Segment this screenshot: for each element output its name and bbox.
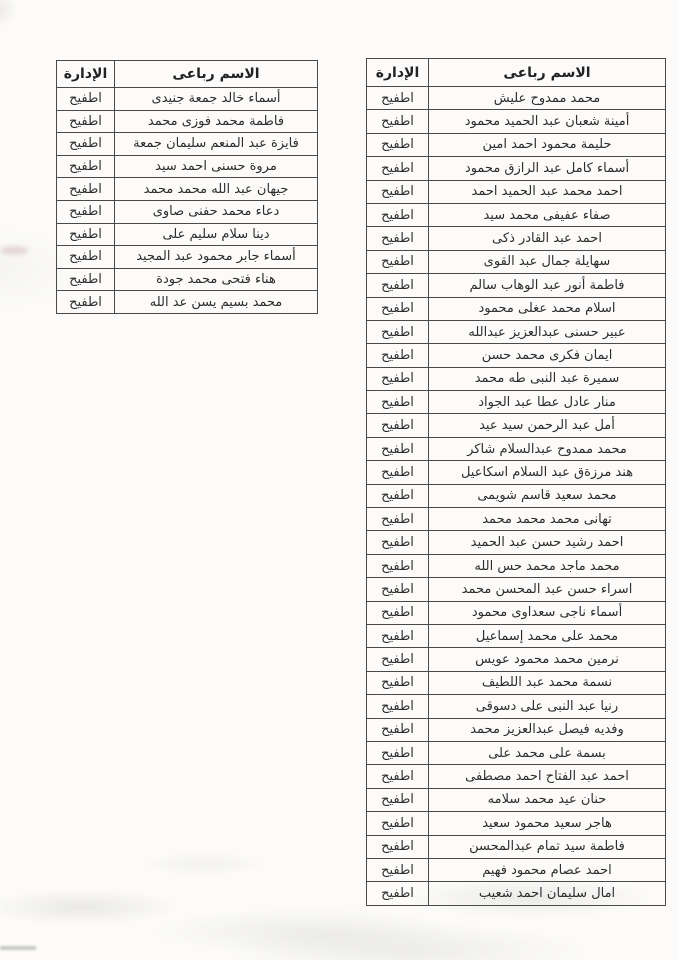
table-row <box>57 268 318 291</box>
admin-cell: اطفيح <box>367 157 429 180</box>
name-cell: اسراء حسن عبد المحسن محمد <box>429 578 666 601</box>
name-cell: احمد رشيد حسن عبد الحميد <box>429 531 666 554</box>
table-row <box>367 250 666 273</box>
table-row <box>367 718 666 741</box>
name-column-header: الاسم رباعى <box>115 61 318 88</box>
table-row <box>367 554 666 577</box>
admin-cell: اطفيح <box>367 250 429 273</box>
name-cell: بسمة على محمد على <box>429 741 666 764</box>
name-cell: حليمة محمود احمد امين <box>429 133 666 156</box>
table-row <box>367 227 666 250</box>
table-row <box>367 484 666 507</box>
admin-cell: اطفيح <box>367 531 429 554</box>
table-row <box>367 437 666 460</box>
table-row <box>367 508 666 531</box>
name-cell: أسماء ناجى سعداوى محمود <box>429 601 666 624</box>
table-row <box>57 223 318 246</box>
admin-cell: اطفيح <box>367 882 429 905</box>
table-row <box>367 812 666 835</box>
name-cell: نرمين محمد محمود عويس <box>429 648 666 671</box>
table-row <box>367 391 666 414</box>
name-cell: حنان عيد محمد سلامه <box>429 788 666 811</box>
table-row <box>57 291 318 314</box>
table-row <box>57 178 318 201</box>
admin-cell: اطفيح <box>367 367 429 390</box>
admin-cell: اطفيح <box>367 578 429 601</box>
admin-cell: اطفيح <box>367 110 429 133</box>
name-cell: هند مرزةق عبد السلام اسكاعيل <box>429 461 666 484</box>
name-cell: تهانى محمد محمد محمد <box>429 508 666 531</box>
table-row <box>57 110 318 133</box>
admin-cell: اطفيح <box>367 461 429 484</box>
names-table-left <box>56 60 318 314</box>
name-cell: وفديه فيصل عبدالعزيز محمد <box>429 718 666 741</box>
admin-cell: اطفيح <box>57 110 115 133</box>
table-row <box>367 882 666 905</box>
name-cell: محمد سعيد قاسم شويمى <box>429 484 666 507</box>
name-cell: مروة حسنى احمد سيد <box>115 155 318 178</box>
admin-cell: اطفيح <box>367 788 429 811</box>
name-cell: دينا سلام سليم على <box>115 223 318 246</box>
table-row <box>367 461 666 484</box>
right-table-body <box>367 87 666 906</box>
name-cell: محمد ماجد محمد حس الله <box>429 554 666 577</box>
table-row <box>367 133 666 156</box>
admin-cell: اطفيح <box>367 227 429 250</box>
admin-cell: اطفيح <box>367 601 429 624</box>
admin-cell: اطفيح <box>367 133 429 156</box>
admin-cell: اطفيح <box>367 812 429 835</box>
name-cell: محمد ممدوح عبدالسلام شاكر <box>429 437 666 460</box>
name-cell: أسماء خالد جمعة جنيدى <box>115 88 318 111</box>
name-cell: جيهان عبد الله محمد محمد <box>115 178 318 201</box>
table-row <box>57 246 318 269</box>
name-cell: فاطمة محمد فوزى محمد <box>115 110 318 133</box>
admin-cell: اطفيح <box>367 274 429 297</box>
scan-dash-artifact <box>0 946 36 950</box>
admin-cell: اطفيح <box>367 741 429 764</box>
admin-column-header: الإدارة <box>367 59 429 87</box>
admin-cell: اطفيح <box>57 155 115 178</box>
table-row <box>367 274 666 297</box>
name-cell: أمينة شعبان عبد الحميد محمود <box>429 110 666 133</box>
admin-cell: اطفيح <box>367 203 429 226</box>
table-row <box>367 695 666 718</box>
admin-cell: اطفيح <box>367 484 429 507</box>
table-row <box>57 200 318 223</box>
name-cell: احمد عصام محمود فهيم <box>429 858 666 881</box>
name-column-header: الاسم رباعى <box>429 59 666 87</box>
name-cell: أسماء كامل عبد الرازق محمود <box>429 157 666 180</box>
table-row <box>57 88 318 111</box>
name-cell: رنيا عبد النبى على دسوقى <box>429 695 666 718</box>
admin-cell: اطفيح <box>57 88 115 111</box>
admin-cell: اطفيح <box>367 624 429 647</box>
names-table-right <box>366 58 666 906</box>
name-cell: صفاء عفيفى محمد سيد <box>429 203 666 226</box>
scan-smudge-artifact <box>0 246 28 255</box>
table-row <box>57 155 318 178</box>
name-cell: نسمة محمد عبد اللطيف <box>429 671 666 694</box>
admin-cell: اطفيح <box>367 87 429 110</box>
name-cell: سهايلة جمال عبد القوى <box>429 250 666 273</box>
table-row <box>367 87 666 110</box>
name-cell: احمد محمد عبد الحميد احمد <box>429 180 666 203</box>
admin-cell: اطفيح <box>367 835 429 858</box>
name-cell: امال سليمان احمد شعيب <box>429 882 666 905</box>
admin-cell: اطفيح <box>367 180 429 203</box>
admin-cell: اطفيح <box>367 671 429 694</box>
table-row <box>367 835 666 858</box>
table-header-row <box>367 59 666 87</box>
admin-cell: اطفيح <box>367 320 429 343</box>
name-cell: أمل عبد الرحمن سيد عيد <box>429 414 666 437</box>
table-header-row <box>57 61 318 88</box>
name-cell: احمد عبد الفتاح احمد مصطفى <box>429 765 666 788</box>
left-table-body <box>57 88 318 314</box>
admin-cell: اطفيح <box>57 291 115 314</box>
table-row <box>367 180 666 203</box>
name-cell: فايزة عبد المنعم سليمان جمعة <box>115 133 318 156</box>
admin-cell: اطفيح <box>367 297 429 320</box>
admin-cell: اطفيح <box>367 508 429 531</box>
table-row <box>367 648 666 671</box>
table-row <box>367 601 666 624</box>
name-cell: فاطمة أنور عبد الوهاب سالم <box>429 274 666 297</box>
table-row <box>367 741 666 764</box>
table-row <box>367 531 666 554</box>
name-cell: فاطمة سيد تمام عبدالمحسن <box>429 835 666 858</box>
table-row <box>367 578 666 601</box>
admin-cell: اطفيح <box>57 178 115 201</box>
name-cell: منار عادل عطا عبد الجواد <box>429 391 666 414</box>
name-cell: اسلام محمد عغلى محمود <box>429 297 666 320</box>
table-row <box>367 110 666 133</box>
table-row <box>367 297 666 320</box>
admin-cell: اطفيح <box>367 391 429 414</box>
table-row <box>367 624 666 647</box>
admin-cell: اطفيح <box>57 246 115 269</box>
name-cell: أسماء جابر محمود عبد المجيد <box>115 246 318 269</box>
table-row <box>57 133 318 156</box>
admin-cell: اطفيح <box>367 858 429 881</box>
table-row <box>367 765 666 788</box>
name-cell: محمد ممدوح عليش <box>429 87 666 110</box>
table-row <box>367 414 666 437</box>
table-row <box>367 858 666 881</box>
admin-cell: اطفيح <box>57 133 115 156</box>
admin-cell: اطفيح <box>57 268 115 291</box>
name-cell: سميرة عبد النبى طه محمد <box>429 367 666 390</box>
admin-cell: اطفيح <box>57 223 115 246</box>
admin-cell: اطفيح <box>367 344 429 367</box>
name-cell: دعاء محمد حفنى صاوى <box>115 200 318 223</box>
admin-cell: اطفيح <box>367 648 429 671</box>
name-cell: محمد على محمد إسماعيل <box>429 624 666 647</box>
table-row <box>367 203 666 226</box>
admin-cell: اطفيح <box>367 437 429 460</box>
admin-column-header: الإدارة <box>57 61 115 88</box>
admin-cell: اطفيح <box>367 765 429 788</box>
name-cell: هناء فتحى محمد جودة <box>115 268 318 291</box>
table-row <box>367 344 666 367</box>
admin-cell: اطفيح <box>367 414 429 437</box>
table-row <box>367 788 666 811</box>
table-row <box>367 320 666 343</box>
admin-cell: اطفيح <box>57 200 115 223</box>
name-cell: عبير حسنى عبدالعزيز عبدالله <box>429 320 666 343</box>
name-cell: احمد عبد القادر ذكى <box>429 227 666 250</box>
admin-cell: اطفيح <box>367 718 429 741</box>
name-cell: محمد بسيم يسن عد الله <box>115 291 318 314</box>
name-cell: هاجر سعيد محمود سعيد <box>429 812 666 835</box>
name-cell: ايمان فكرى محمد حسن <box>429 344 666 367</box>
table-row <box>367 367 666 390</box>
admin-cell: اطفيح <box>367 695 429 718</box>
table-row <box>367 157 666 180</box>
table-row <box>367 671 666 694</box>
admin-cell: اطفيح <box>367 554 429 577</box>
